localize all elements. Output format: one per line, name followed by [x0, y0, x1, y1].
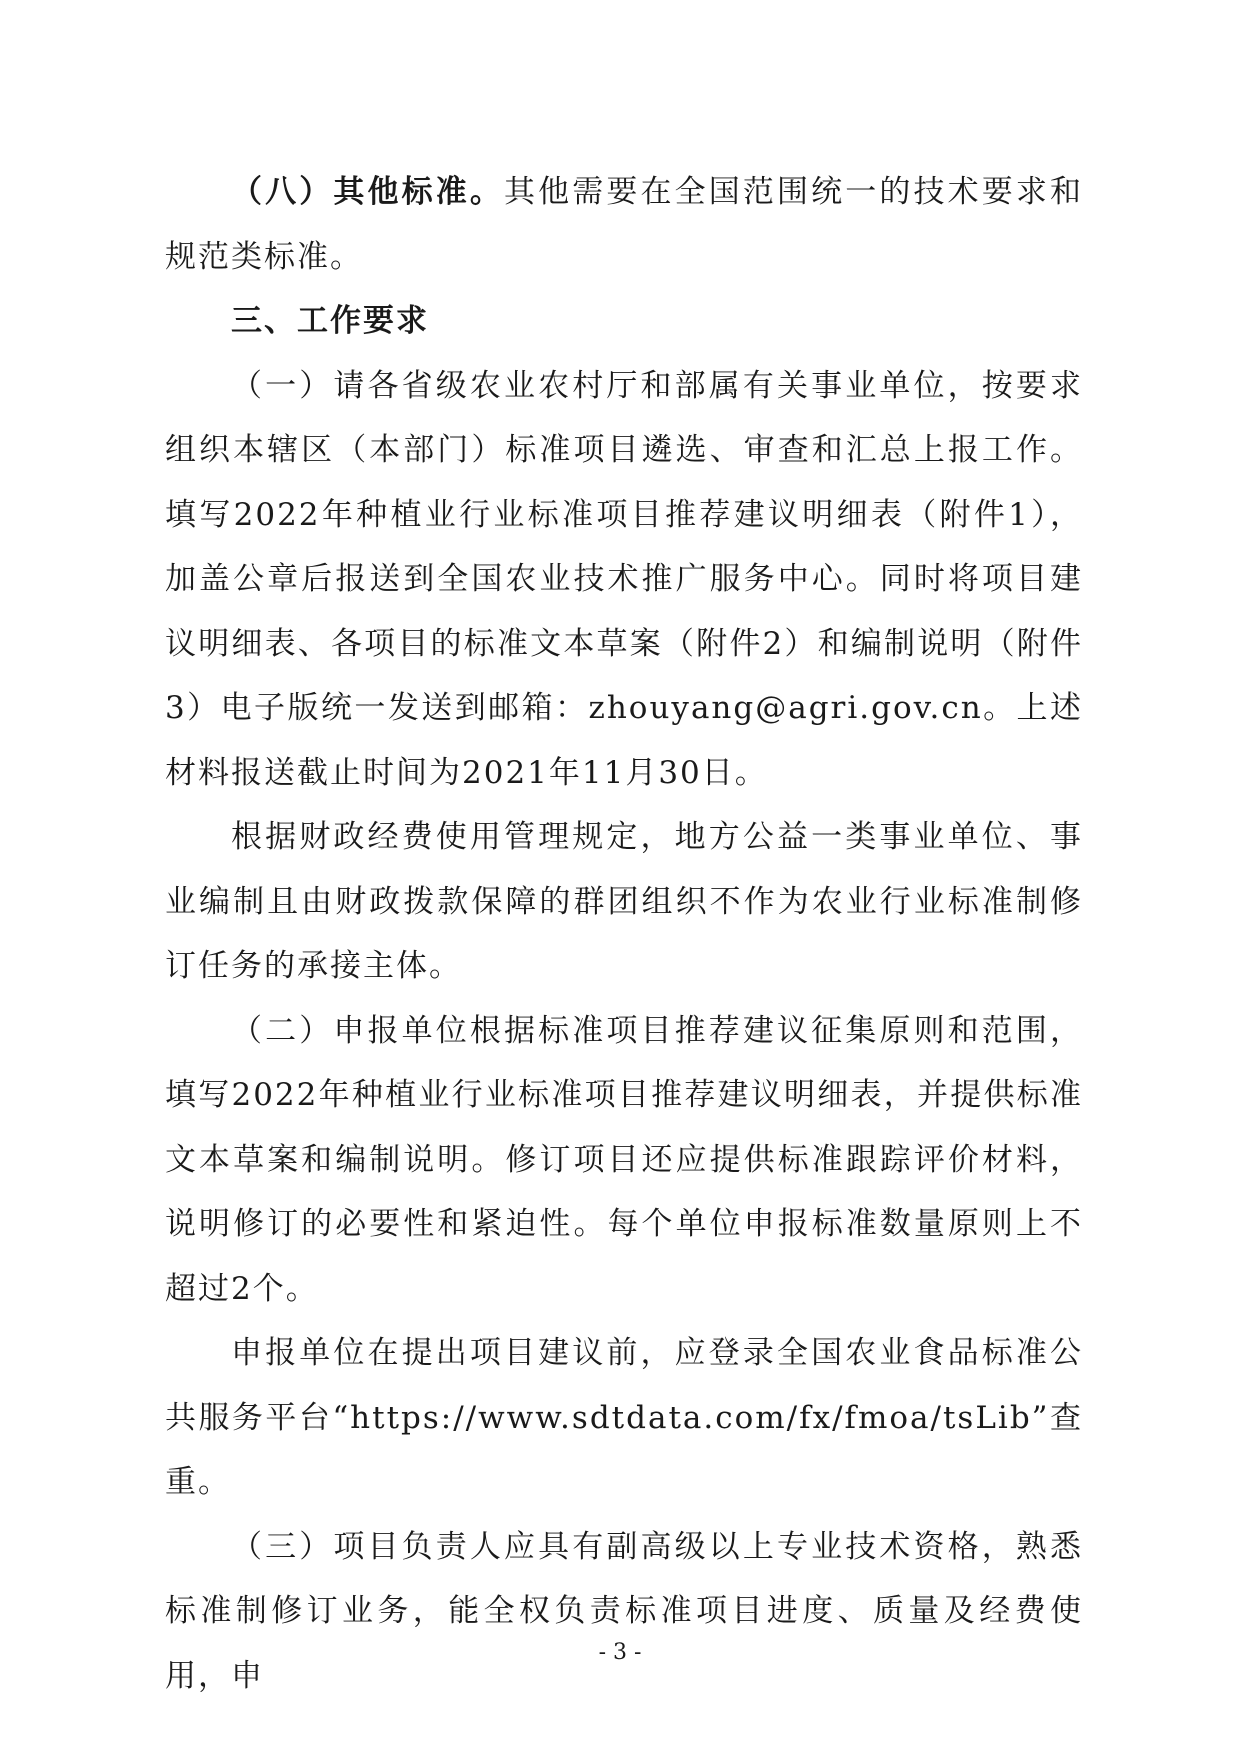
page-number: - 3 -	[598, 1640, 642, 1665]
document-body	[165, 160, 1083, 1708]
paragraph-other-standards	[165, 160, 1083, 289]
section-title-work-requirements: 三、工作要求	[231, 303, 429, 339]
paragraph-text-other-standards: 其他需要在全国范围统一的技术要求和规范类标准。	[165, 174, 1083, 275]
paragraph-funding-rule: 根据财政经费使用管理规定，地方公益一类事业单位、事业编制且由财政拨款保障的群团组织不作为农业行业标准制修订任务的承接主体。	[165, 819, 1083, 984]
paragraph-heading-other-standards: （八）其他标准。	[231, 174, 504, 210]
paragraph-requirement-1: （一）请各省级农业农村厅和部属有关事业单位，按要求组织本辖区（本部门）标准项目遴选、审查和汇总上报工作。填写2022年种植业行业标准项目推荐建议明细表（附件1），加盖公章后报送到全国农业技术推广服务中心。同时将项目建议明细表、各项目的标准文本草案（附件2）和编制说明（附件3）电子版统一发送到邮箱：zhouyang@agri.gov.cn。上述材料报送截止时间为2021年11月30日。	[165, 367, 1083, 791]
paragraph-duplicate-check: 申报单位在提出项目建议前，应登录全国农业食品标准公共服务平台“https://www.sdtdata.com/fx/fmoa/tsLib”查重。	[165, 1335, 1083, 1500]
paragraph-requirement-3: （三）项目负责人应具有副高级以上专业技术资格，熟悉标准制修订业务，能全权负责标准项目进度、质量及经费使用，申	[165, 1528, 1083, 1694]
paragraph-requirement-2: （二）申报单位根据标准项目推荐建议征集原则和范围，填写2022年种植业行业标准项目推荐建议明细表，并提供标准文本草案和编制说明。修订项目还应提供标准跟踪评价材料，说明修订的必要性和紧迫性。每个单位申报标准数量原则上不超过2个。	[165, 1012, 1083, 1307]
